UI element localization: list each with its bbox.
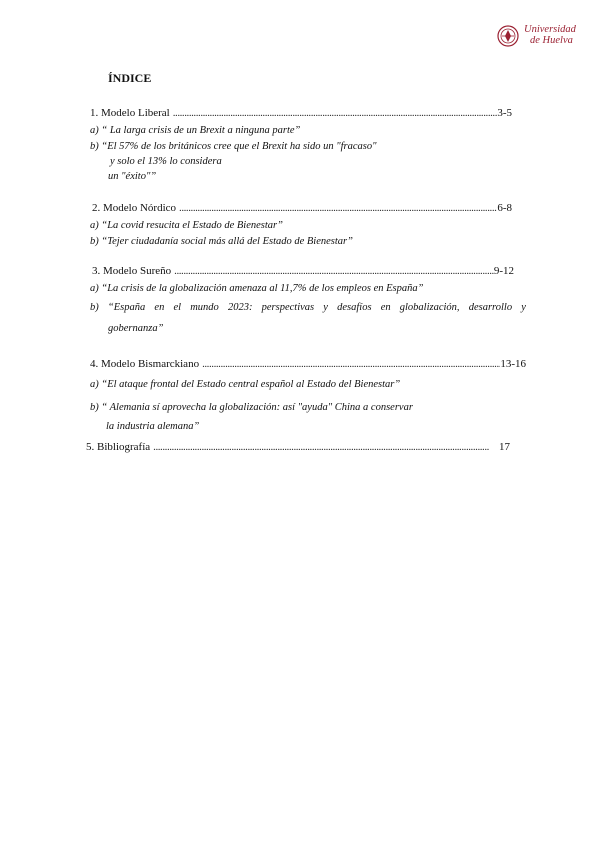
toc-entry-label: 2. Modelo Nórdico xyxy=(92,202,177,214)
subentry: a) “ La larga crisis de un Brexit a ninguna parte” xyxy=(90,125,301,136)
subentry: b) “El 57% de los británicos cree que el Brexit ha sido un "fracaso" xyxy=(90,141,377,152)
index-heading: ÍNDICE xyxy=(108,71,152,85)
toc-entry-label: 3. Modelo Sureño xyxy=(92,265,172,277)
toc-entry-label: 1. Modelo Liberal xyxy=(90,107,170,119)
subentry: a) “El ataque frontal del Estado central español al Estado del Bienestar” xyxy=(90,379,401,390)
toc-entry-bismarckiano[interactable] xyxy=(90,358,526,371)
dot-leader xyxy=(170,107,498,120)
subentry-continuation: un "éxito"” xyxy=(108,171,157,182)
toc-entry-pages: 13-16 xyxy=(500,358,526,370)
toc-entry-pages: 6-8 xyxy=(497,202,512,214)
subentry-continuation: y solo el 13% lo considera xyxy=(110,156,222,167)
subentry-continuation: gobernanza” xyxy=(108,323,164,334)
subentry: b) “ Alemania sí aprovecha la globalización: así "ayuda" China a conservar xyxy=(90,402,413,413)
toc-entry-pages: 3-5 xyxy=(497,107,512,119)
dot-leader xyxy=(171,265,494,278)
toc-entry-label: 5. Bibliografía xyxy=(86,441,151,453)
toc-entry-sureno[interactable] xyxy=(92,265,514,278)
subentry: a) “La covid resucita el Estado de Bienestar” xyxy=(90,220,283,231)
toc-entry-pages: 17 xyxy=(499,441,510,453)
dot-leader xyxy=(199,358,500,371)
university-name: Universidad de Huelva xyxy=(524,24,576,46)
toc-entry-liberal[interactable] xyxy=(90,107,512,120)
dot-leader xyxy=(176,202,497,215)
subentry-continuation: la industria alemana” xyxy=(106,421,200,432)
toc-entry-pages: 9-12 xyxy=(493,265,514,277)
toc-entry-label: 4. Modelo Bismarckiano xyxy=(90,358,200,370)
dot-leader xyxy=(150,441,499,454)
toc-entry-bibliografia[interactable] xyxy=(86,441,510,454)
subentry-justified: b) “España en el mundo 2023: perspectivas y desafíos en globalización, desarrollo y xyxy=(90,302,526,313)
university-logo xyxy=(497,24,577,50)
toc-entry-nordico[interactable] xyxy=(92,202,512,215)
university-seal-icon xyxy=(497,25,519,47)
subentry: a) “La crisis de la globalización amenaza al 11,7% de los empleos en España” xyxy=(90,283,424,294)
subentry: b) “Tejer ciudadanía social más allá del Estado de Bienestar” xyxy=(90,236,353,247)
